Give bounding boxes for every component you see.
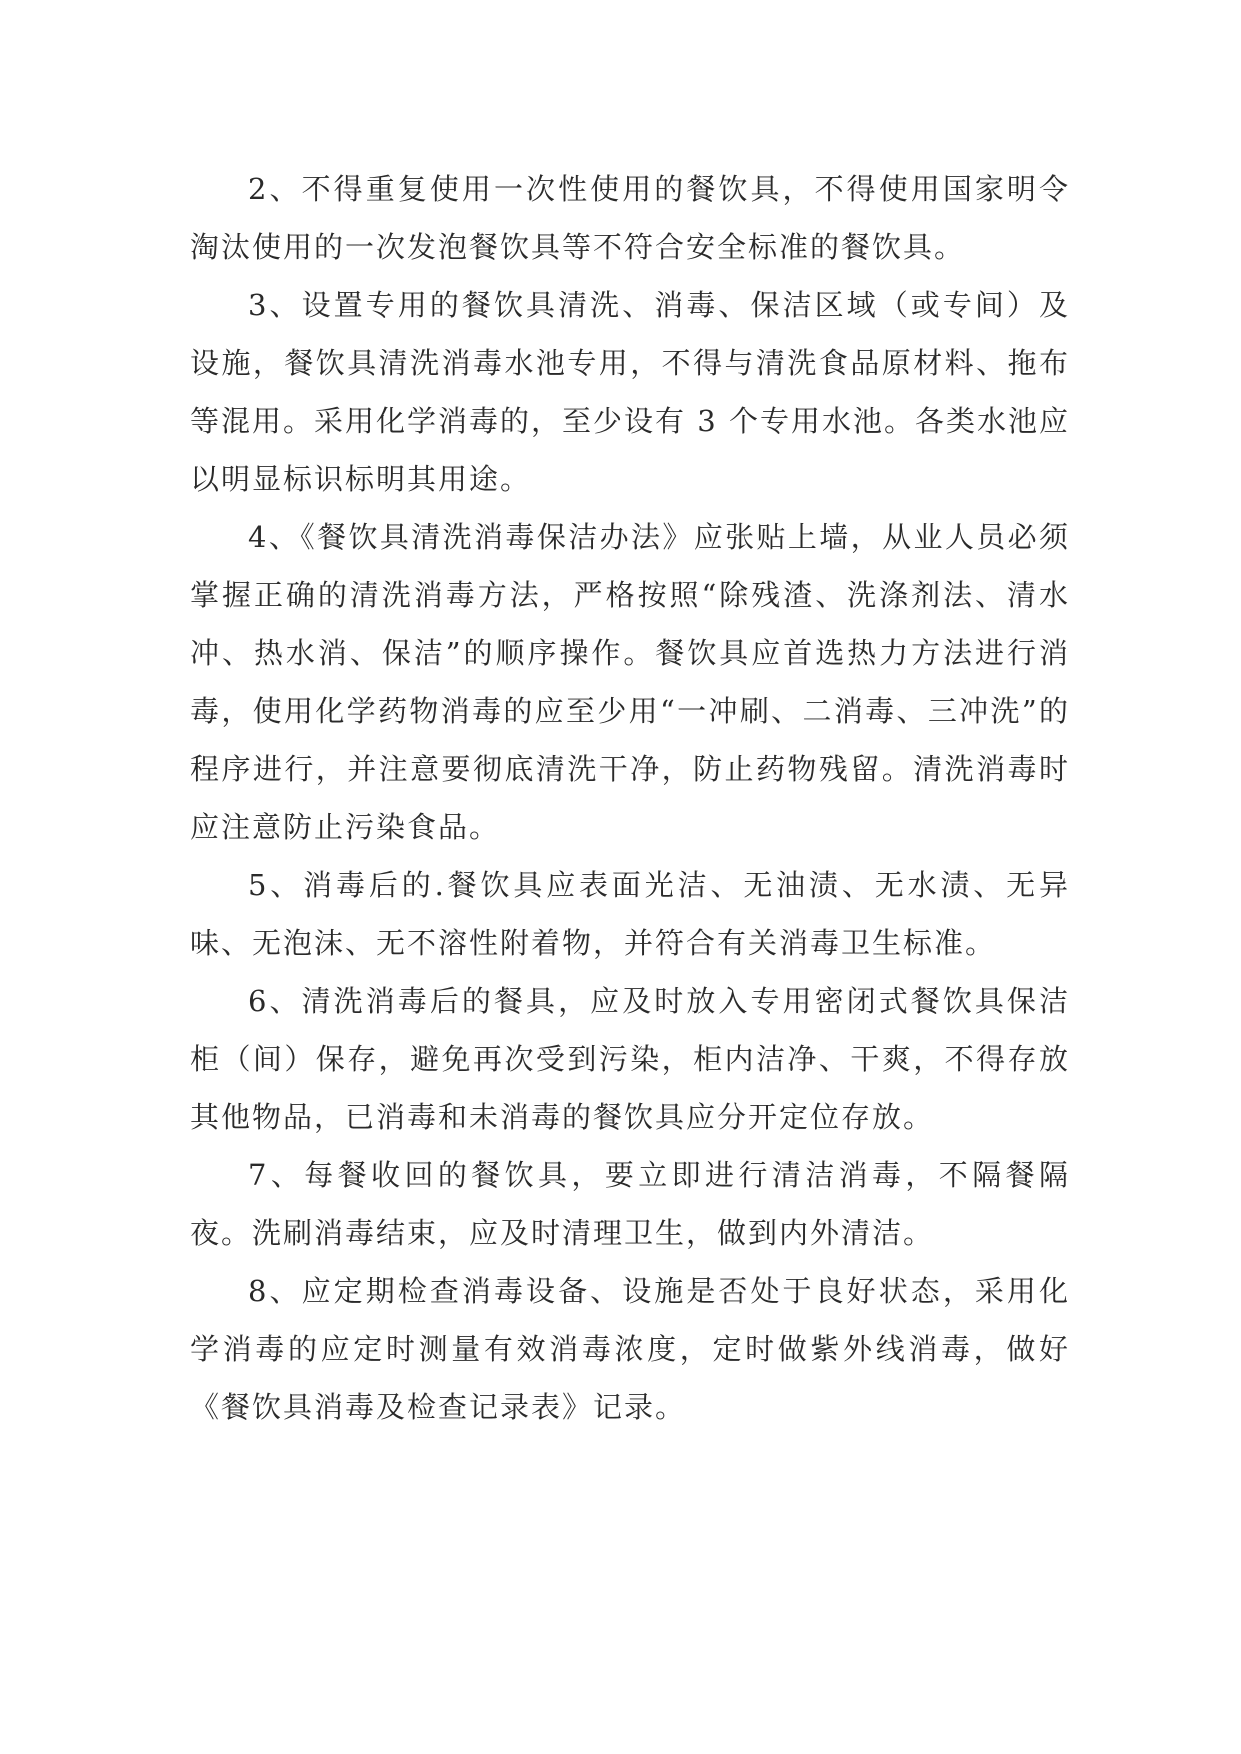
paragraph-item-4: 4、《餐饮具清洗消毒保洁办法》应张贴上墙，从业人员必须掌握正确的清洗消毒方法，严格按照“除残渣、洗涤剂法、清水冲、热水消、保洁”的顺序操作。餐饮具应首选热力方法进行消毒，使用化学药物消毒的应至少用“一冲刷、二消毒、三冲洗”的程序进行，并注意要彻底清洗干净，防止药物残留。清洗消毒时应注意防止污染食品。 (190, 520, 1070, 844)
paragraph-item-5: 5、消毒后的.餐饮具应表面光洁、无油渍、无水渍、无异味、无泡沫、无不溶性附着物，并符合有关消毒卫生标准。 (190, 868, 1070, 960)
document-body (190, 160, 1070, 1436)
paragraph-item-2: 2、不得重复使用一次性使用的餐饮具，不得使用国家明令淘汰使用的一次发泡餐饮具等不符合安全标准的餐饮具。 (190, 172, 1070, 264)
paragraph-item-8: 8、应定期检查消毒设备、设施是否处于良好状态，采用化学消毒的应定时测量有效消毒浓度，定时做紫外线消毒，做好《餐饮具消毒及检查记录表》记录。 (190, 1274, 1070, 1424)
paragraph-item-6: 6、清洗消毒后的餐具，应及时放入专用密闭式餐饮具保洁柜（间）保存，避免再次受到污染，柜内洁净、干爽，不得存放其他物品，已消毒和未消毒的餐饮具应分开定位存放。 (190, 984, 1070, 1134)
paragraph-item-3: 3、设置专用的餐饮具清洗、消毒、保洁区域（或专间）及设施，餐饮具清洗消毒水池专用，不得与清洗食品原材料、拖布等混用。采用化学消毒的，至少设有 3 个专用水池。各类水池应以明显标识标明其用途。 (190, 288, 1070, 496)
paragraph-item-7: 7、每餐收回的餐饮具，要立即进行清洁消毒，不隔餐隔夜。洗刷消毒结束，应及时清理卫生，做到内外清洁。 (190, 1158, 1070, 1250)
